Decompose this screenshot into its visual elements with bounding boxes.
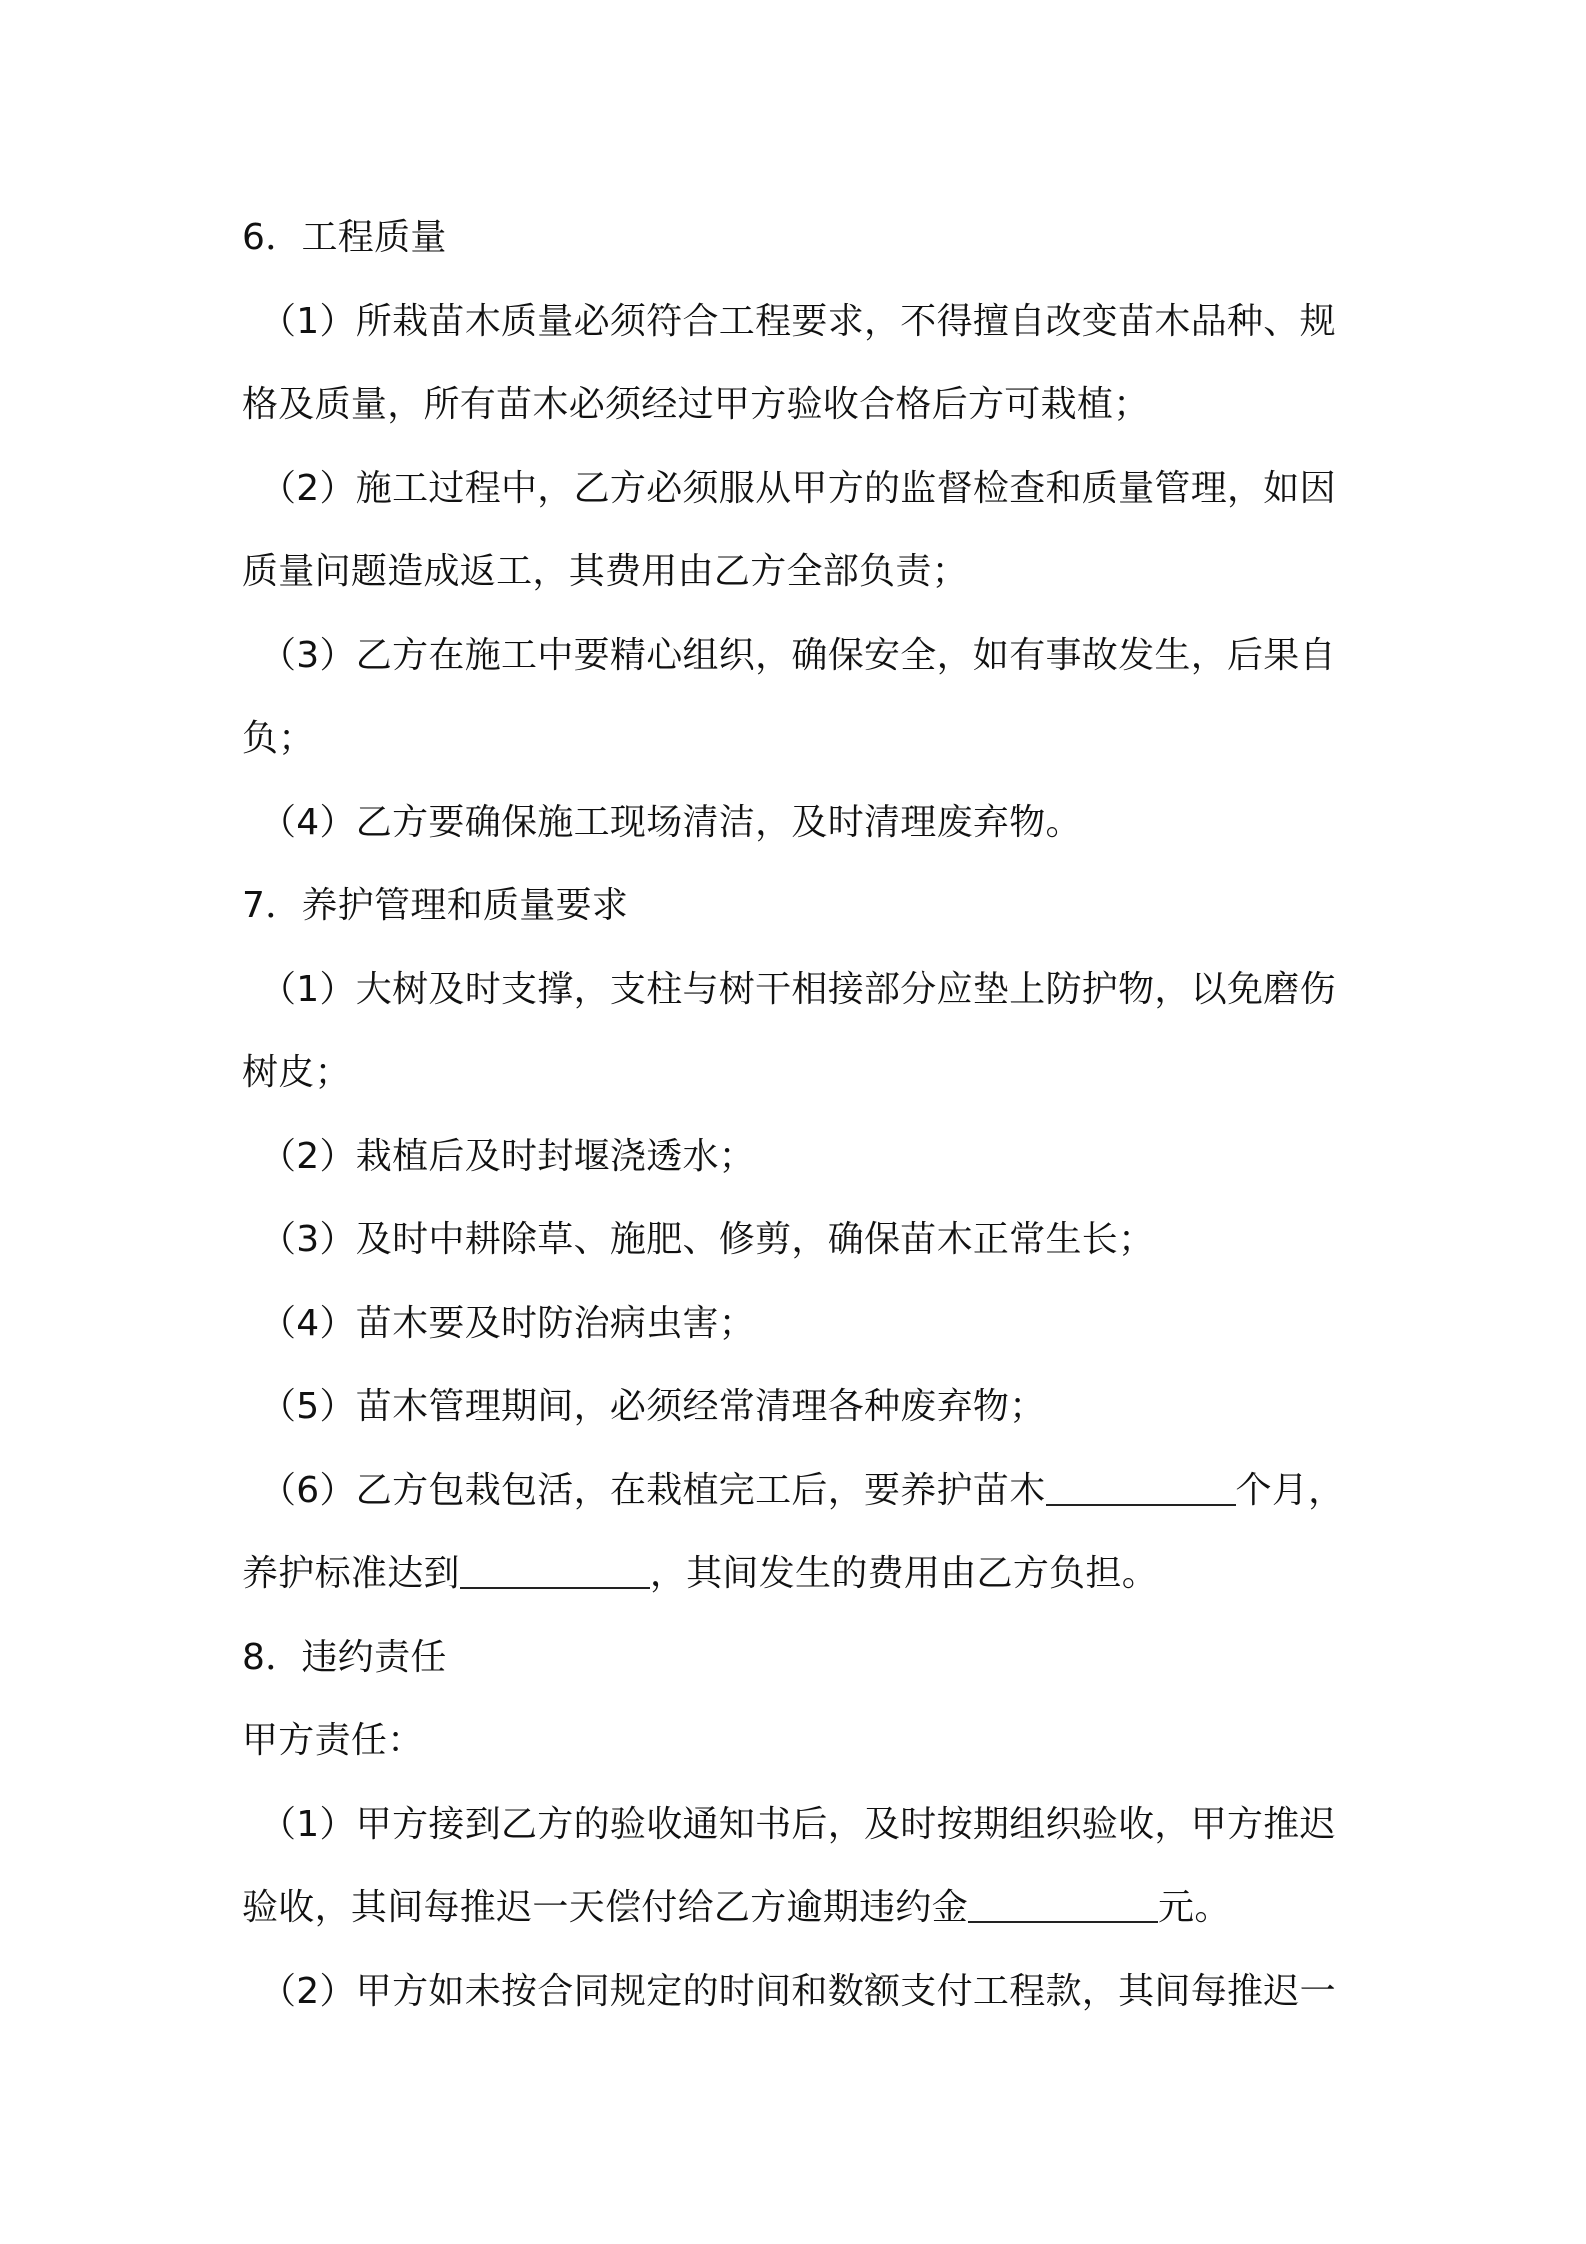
section-heading-6: 6．工程质量 [242, 217, 447, 258]
clause-8-2-line-1: （2）甲方如未按合同规定的时间和数额支付工程款，其间每推迟一 [260, 1970, 1336, 2012]
clause-8-1-line-2 [242, 1866, 1362, 1950]
clause-6-2-line-1: （2）施工过程中，乙方必须服从甲方的监督检查和质量管理，如因 [260, 467, 1336, 509]
clause-7-6-text-c: 养护标准达到 [242, 1553, 460, 1594]
clause-6-3-line-2: 负； [242, 718, 315, 759]
clause-7-6-text-b: 个月， [1235, 1469, 1345, 1511]
section-heading-8: 8．违约责任 [242, 1636, 447, 1678]
clause-7-6-line-2 [242, 1532, 1362, 1616]
clause-7-1-line-2: 树皮； [242, 1052, 351, 1093]
clause-8-1-line-1: （1）甲方接到乙方的验收通知书后，及时按期组织验收，甲方推迟 [260, 1803, 1336, 1845]
clause-7-5: （5）苗木管理期间，必须经常清理各种废弃物； [260, 1386, 1046, 1427]
section-heading-7: 7．养护管理和质量要求 [242, 885, 629, 926]
clause-7-4: （4）苗木要及时防治病虫害； [260, 1302, 756, 1344]
clause-6-3-line-1: （3）乙方在施工中要精心组织，确保安全，如有事故发生，后果自 [260, 634, 1336, 676]
clause-6-1-line-1: （1）所栽苗木质量必须符合工程要求，不得擅自改变苗木品种、规 [260, 300, 1336, 342]
clause-7-3: （3）及时中耕除草、施肥、修剪，确保苗木正常生长； [260, 1219, 1155, 1260]
clause-7-2: （2）栽植后及时封堰浇透水； [260, 1135, 756, 1177]
clause-6-4: （4）乙方要确保施工现场清洁，及时清理废弃物。 [260, 801, 1082, 843]
clause-6-1-line-2: 格及质量，所有苗木必须经过甲方验收合格后方可栽植； [242, 384, 1150, 425]
fill-in-blank-penalty [968, 1881, 1158, 1923]
clause-7-6-text-d: ，其间发生的费用由乙方负担。 [649, 1553, 1159, 1594]
clause-7-6-line-1 [242, 1449, 1362, 1533]
clause-7-6-text-a: （6）乙方包栽包活，在栽植完工后，要养护苗木 [260, 1469, 1046, 1511]
clause-7-1-line-1: （1）大树及时支撑，支柱与树干相接部分应垫上防护物，以免磨伤 [260, 968, 1336, 1010]
clause-8-1-text-b: 元。 [1158, 1887, 1231, 1928]
document-body [242, 196, 1362, 2033]
clause-6-2-line-2: 质量问题造成返工，其费用由乙方全部负责； [242, 551, 969, 592]
clause-8-1-text-a: 验收，其间每推迟一天偿付给乙方逾期违约金 [242, 1887, 969, 1928]
party-a-responsibility-label: 甲方责任： [242, 1720, 424, 1761]
fill-in-blank-standard [460, 1547, 650, 1589]
fill-in-blank-months [1046, 1464, 1236, 1506]
